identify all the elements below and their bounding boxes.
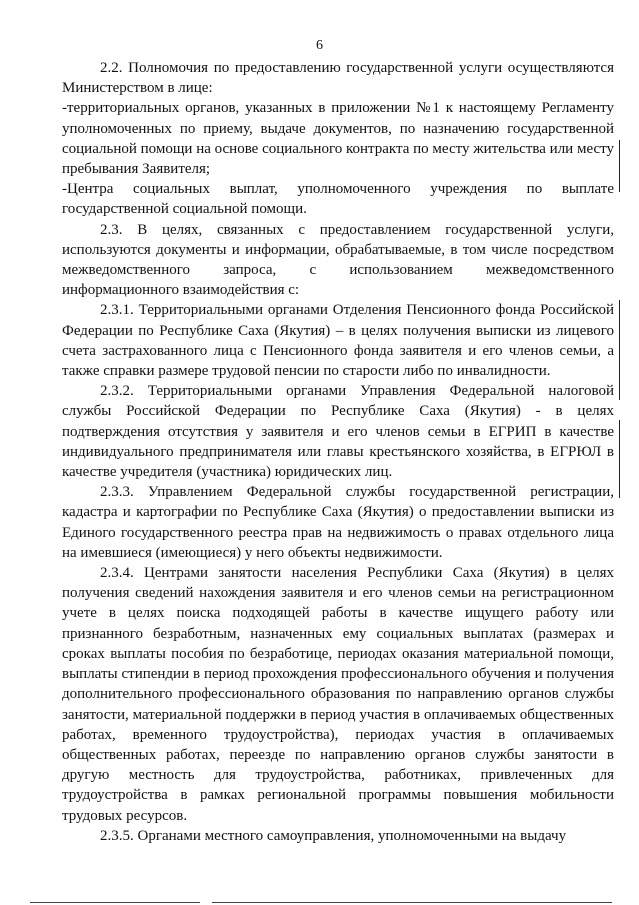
change-bar xyxy=(619,420,620,498)
paragraph-2-3-4: 2.3.4. Центрами занятости населения Республики Саха (Якутия) в целях получения сведений нахождения заявителя и его членов семьи на регистрационном учете в целях поиска подходящей работы в качестве ищущего работу или признанного безработным, назначенных ему социальных выплатах (размерах и сроках выплаты пособия по безработице, периодах оказания материальной помощи, выплаты стипендии в период прохождения профессионального обучения и получения дополнительного профессионального образования по направлению органов службы занятости, материальной поддержки в период участия в оплачиваемых общественных работах, временного трудоустройства), периодах участия в оплачиваемых общественных работах, переезде по направлению органов службы занятости в другую местность для трудоустройства, работниках, привлеченных для трудоустройства в рамках региональной программы повышения мобильности трудовых ресурсов. xyxy=(62,565,614,824)
paragraph-2-3-3: 2.3.3. Управлением Федеральной службы государственной регистрации, кадастра и картографии по Республике Саха (Якутия) о предоставлении выписки из Единого государственного реестра прав на недвижимость о правах отдельного лица на имевшиеся (имеющиеся) у него объекты недвижимости. xyxy=(62,484,614,561)
footer-rule xyxy=(30,902,200,903)
paragraph-2-3-5: 2.3.5. Органами местного самоуправления, уполномоченными на выдачу xyxy=(100,827,567,844)
paragraph-2-3: 2.3. В целях, связанных с предоставлением государственной услуги, используются документы и информации, обрабатываемые, в том числе посредством межведомственного запроса, с использованием межведомственного информационного взаимодействия с: xyxy=(62,221,614,299)
paragraph-2-3-2: 2.3.2. Территориальными органами Управления Федеральной налоговой службы Российской Федерации по Республике Саха (Якутия) - в целях подтверждения отсутствия у заявителя и его членов семьи в ЕГРИП в качестве индивидуального предпринимателя или главы крестьянского хозяйства, в ЕГРЮЛ в качестве учредителя (участника) юридических лиц. xyxy=(62,383,614,481)
paragraph-2-2: 2.2. Полномочия по предоставлению государственной услуги осуществляются Министерством в лице: xyxy=(62,60,614,97)
page-number: 6 xyxy=(316,38,323,53)
change-bar xyxy=(619,140,620,192)
paragraph-territorial-bodies: -территориальных органов, указанных в приложении №1 к настоящему Регламенту уполномоченных по приему, выдаче документов, по назначению государственной социальной помощи на основе социального контракта по месту жительства или месту пребывания Заявителя; xyxy=(62,100,614,178)
paragraph-2-3-1: 2.3.1. Территориальными органами Отделения Пенсионного фонда Российской Федерации по Республике Саха (Якутия) – в целях получения выписки из лицевого счета застрахованного лица с Пенсионного фонда заявителя и его членов семьи, а также справки размере трудовой пенсии по старости либо по инвалидности. xyxy=(62,302,614,380)
document-body xyxy=(62,58,614,846)
paragraph-payments-center: -Центра социальных выплат, уполномоченного учреждения по выплате государственной социальной помощи. xyxy=(62,181,614,218)
footer-rule xyxy=(212,902,612,903)
change-bar xyxy=(619,300,620,400)
